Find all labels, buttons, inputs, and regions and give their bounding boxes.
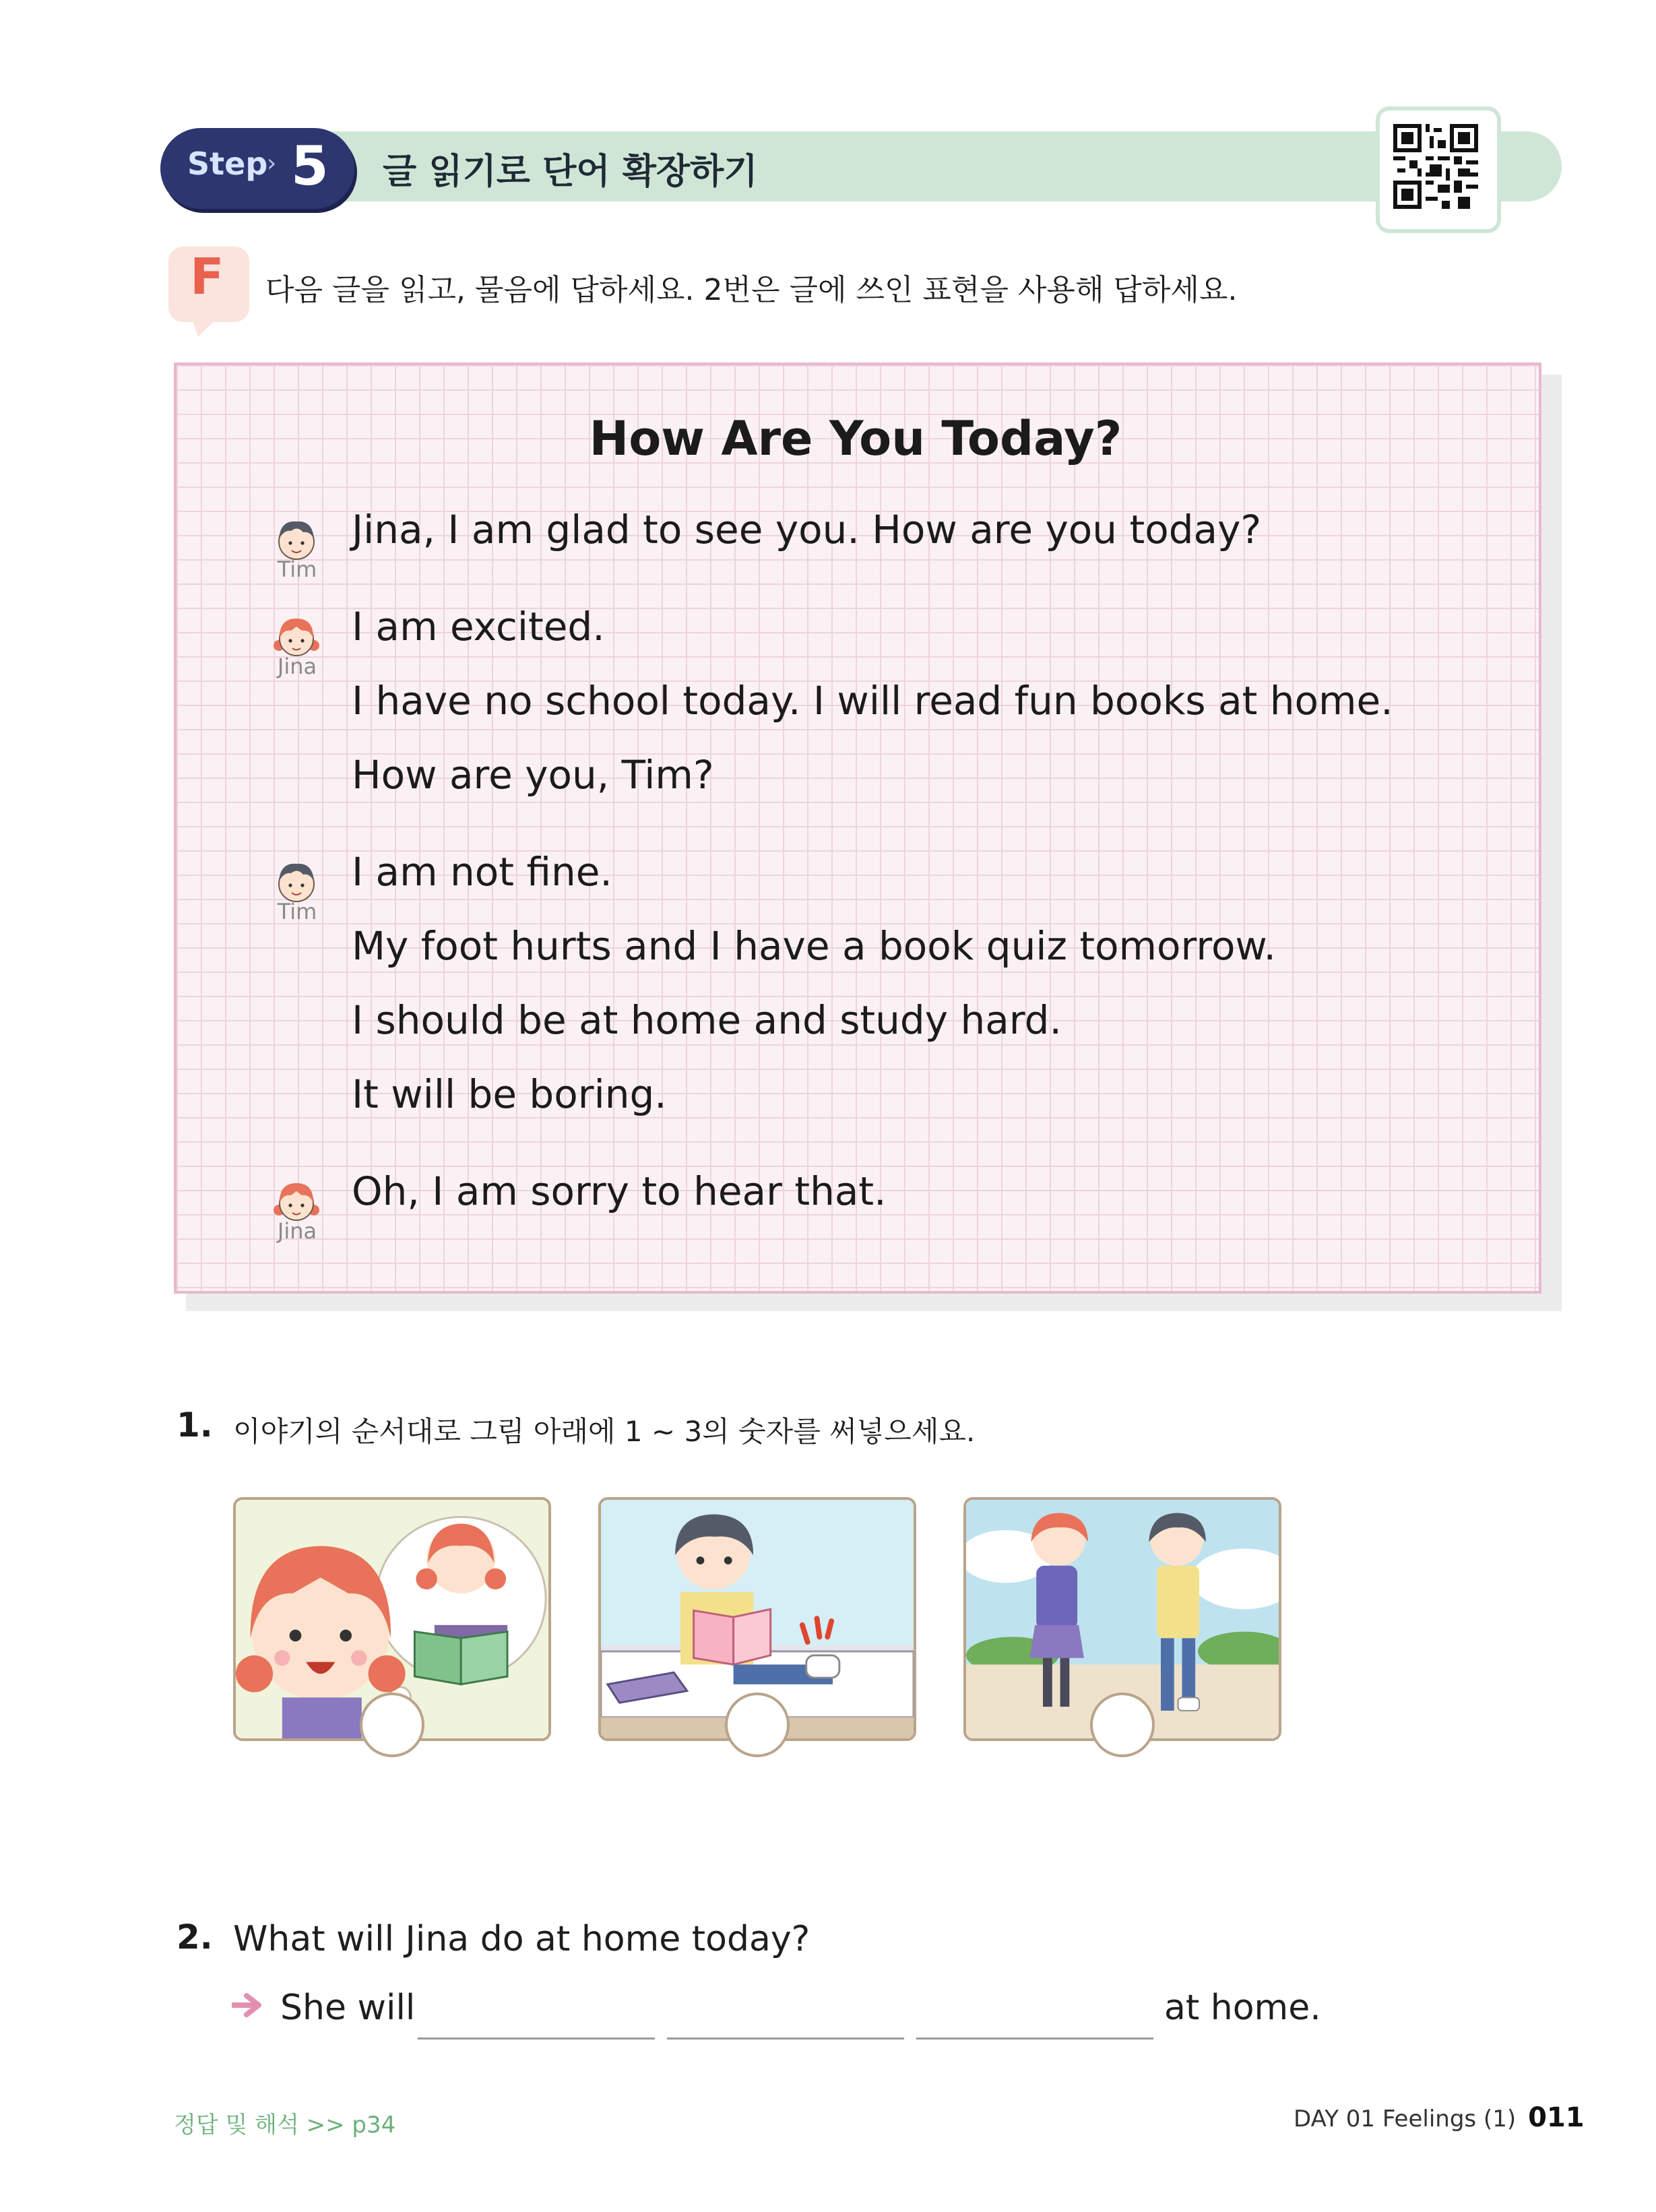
instruction-text: 다음 글을 읽고, 물음에 답하세요. 2번은 글에 쓰인 표현을 사용해 답하세요. xyxy=(265,273,1238,307)
step-label: Step xyxy=(187,146,268,182)
order-answer-circle[interactable] xyxy=(725,1693,790,1757)
order-answer-circle[interactable] xyxy=(1090,1693,1155,1757)
chevron-right-icon: › xyxy=(267,150,277,177)
answer-blank-2[interactable] xyxy=(667,2037,904,2040)
answer-suffix: at home. xyxy=(1164,1988,1321,2028)
speaker-label: Tim xyxy=(277,557,317,582)
page-footer xyxy=(1294,2102,1585,2133)
answer-blank-3[interactable] xyxy=(916,2037,1153,2040)
page-number: 011 xyxy=(1528,2102,1585,2133)
order-answer-circle[interactable] xyxy=(360,1693,424,1757)
speaker-label: Jina xyxy=(277,654,317,679)
answer-prefix: She will xyxy=(280,1988,416,2028)
question-text: What will Jina do at home today? xyxy=(233,1919,810,1959)
section-title: 글 읽기로 단어 확장하기 xyxy=(383,152,758,192)
question-number: 2. xyxy=(177,1918,213,1957)
qr-code-icon[interactable] xyxy=(1393,124,1478,209)
dialogue-line: How are you, Tim? xyxy=(352,752,714,798)
dialogue-line: Jina, I am glad to see you. How are you today? xyxy=(352,507,1262,552)
dialogue-line: It will be boring. xyxy=(352,1071,667,1117)
step-number: 5 xyxy=(291,135,329,197)
step-banner xyxy=(167,131,1562,201)
dialogue-line: I should be at home and study hard. xyxy=(352,997,1062,1043)
speaker-label: Jina xyxy=(277,1218,317,1244)
speaker-label: Tim xyxy=(277,899,317,924)
dialogue-line: My foot hurts and I have a book quiz tomorrow. xyxy=(352,923,1276,969)
answer-key-link[interactable]: 정답 및 해석 >> p34 xyxy=(174,2112,396,2139)
dialogue-line: I have no school today. I will read fun books at home. xyxy=(352,678,1393,724)
exercise-letter: F xyxy=(190,248,224,306)
dialogue-line: I am excited. xyxy=(352,604,605,650)
day-label: DAY 01 Feelings (1) xyxy=(1294,2106,1517,2132)
dialogue-line: I am not fine. xyxy=(352,849,612,895)
dialogue-line: Oh, I am sorry to hear that. xyxy=(352,1168,887,1214)
passage-title: How Are You Today? xyxy=(589,411,1122,466)
reading-box xyxy=(174,362,1541,1294)
answer-blank-1[interactable] xyxy=(418,2037,655,2040)
question-text: 이야기의 순서대로 그림 아래에 1 ~ 3의 숫자를 써넣으세요. xyxy=(233,1415,976,1448)
question-number: 1. xyxy=(177,1405,213,1445)
arrow-right-icon xyxy=(232,1993,263,2017)
